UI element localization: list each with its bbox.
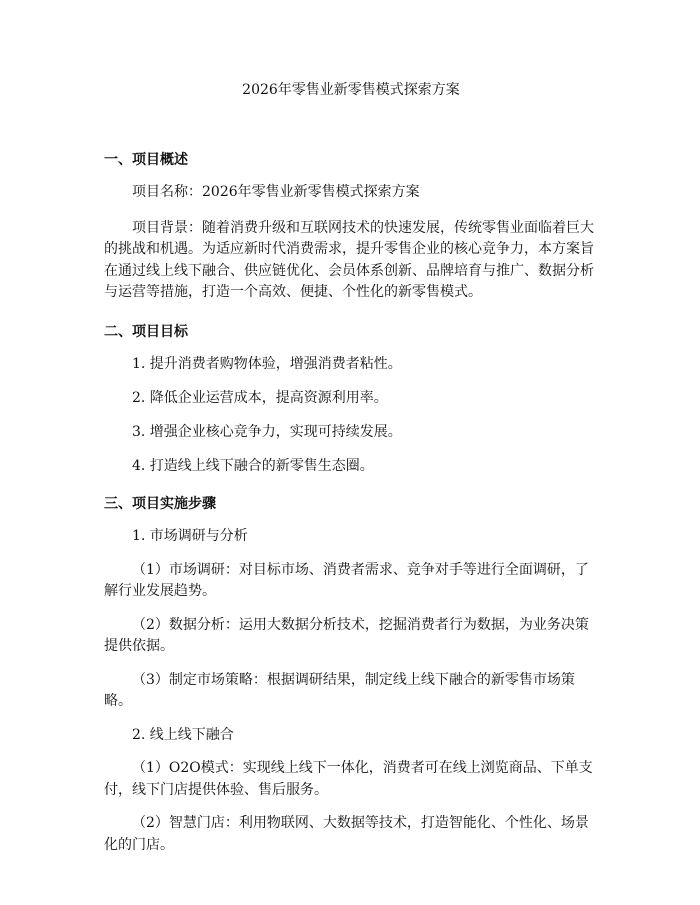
goal-item: 2. 降低企业运营成本，提高资源利用率。 (132, 389, 388, 406)
step-item: （1）市场调研：对目标市场、消费者需求、竞争对手等进行全面调研，了解行业发展趋势。 (104, 561, 589, 599)
step-item: （2）数据分析：运用大数据分析技术，挖掘消费者行为数据，为业务决策提供依据。 (104, 616, 589, 654)
document-title: 2026年零售业新零售模式探索方案 (242, 82, 460, 98)
step-item: （2）智慧门店：利用物联网、大数据等技术，打造智能化、个性化、场景化的门店。 (104, 815, 589, 853)
project-name-paragraph: 项目名称：2026年零售业新零售模式探索方案 (132, 184, 420, 200)
goal-item: 3. 增强企业核心竞争力，实现可持续发展。 (132, 423, 402, 440)
goal-item: 4. 打造线上线下融合的新零售生态圈。 (132, 457, 374, 474)
project-background-paragraph: 项目背景：随着消费升级和互联网技术的快速发展，传统零售业面临着巨大的挑战和机遇。为适应新时代消费需求，提升零售企业的核心竞争力，本方案旨在通过线上线下融合、供应链优化、会员体系创新、品牌培育与推广、数据分析与运营等措施，打造一个高效、便捷、个性化的新零售模式。 (104, 219, 594, 300)
step-item: （3）制定市场策略：根据调研结果，制定线上线下融合的新零售市场策略。 (104, 671, 575, 709)
section-heading-overview: 一、项目概述 (104, 152, 188, 168)
goal-item: 1. 提升消费者购物体验，增强消费者粘性。 (132, 355, 402, 372)
step-title: 1. 市场调研与分析 (132, 528, 248, 544)
section-heading-steps: 三、项目实施步骤 (104, 496, 216, 512)
section-heading-goals: 二、项目目标 (104, 323, 188, 340)
step-item: （1）O2O模式：实现线上线下一体化，消费者可在线上浏览商品、下单支付，线下门店提供体验、售后服务。 (104, 760, 593, 798)
step-title: 2. 线上线下融合 (132, 726, 234, 743)
